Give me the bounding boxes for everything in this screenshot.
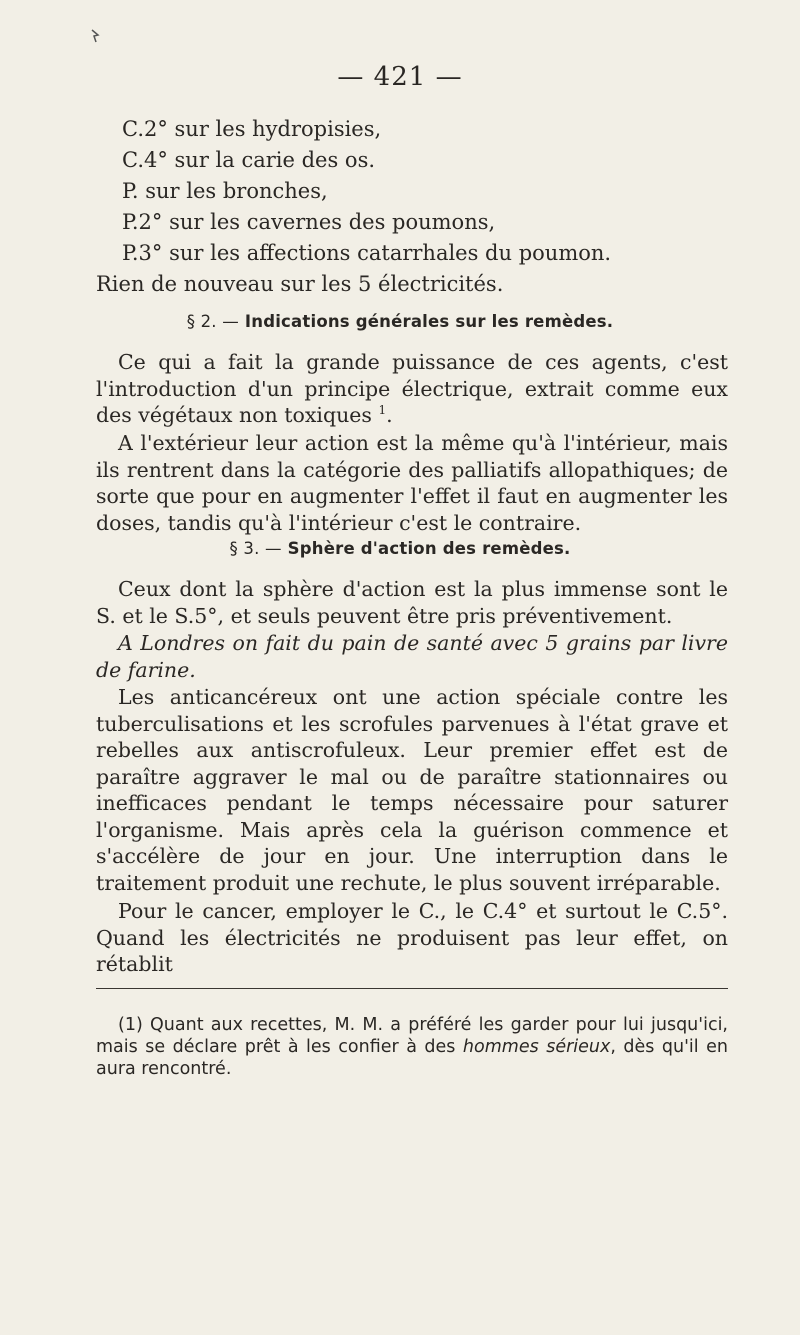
- electricity-list: [96, 114, 722, 300]
- list-item: P.3° sur les affections catarrhales du poumon.: [122, 241, 612, 265]
- section-2-heading: [0, 312, 800, 331]
- section-2-title: Indications générales sur les remèdes.: [244, 312, 614, 331]
- footnote-text: , dès qu'il en aura rencontré.: [96, 1037, 729, 1079]
- section-2-paragraph-2: A l'extérieur leur action est la même qu'à l'intérieur, mais ils rentrent dans la catégorie des palliatifs allopathiques; de sorte que pour en augmenter l'effet il faut en augmenter les doses, tandis qu'à l'intérieur c'est le contraire.: [96, 431, 728, 535]
- section-3-title: Sphère d'action des remèdes.: [287, 539, 571, 558]
- paragraph-text: .: [386, 403, 393, 427]
- footnote-divider: [96, 988, 728, 989]
- section-3-paragraph-2: A Londres on fait du pain de santé avec 5 grains par livre de farine.: [96, 631, 728, 682]
- list-item: P.2° sur les cavernes des poumons,: [122, 210, 496, 234]
- footnote-ref: 1: [378, 403, 387, 418]
- section-3-paragraph-3: Les anticancéreux ont une action spéciale contre les tuberculisations et les scrofules parvenues à l'état grave et rebelles aux antiscrofuleux. Leur premier effet est de paraître aggraver le mal ou de paraître stationnaires ou inefficaces pendant le temps nécessaire pour saturer l'organisme. Mais après cela la guérison commence et s'accélère de jour en jour. Une interruption dans le traitement produit une rechute, le plus souvent irréparable.: [96, 685, 728, 895]
- list-item: C.2° sur les hydropisies,: [122, 117, 382, 141]
- section-2-paragraph-1: [96, 349, 728, 429]
- section-2-number: § 2. —: [186, 312, 239, 331]
- rien-line: Rien de nouveau sur les 5 électricités.: [96, 272, 504, 296]
- page-number: — 421 —: [337, 62, 463, 92]
- list-item: C.4° sur la carie des os.: [122, 148, 376, 172]
- list-item: P. sur les bronches,: [122, 179, 328, 203]
- footnote: [96, 1014, 728, 1080]
- paragraph-text: Ce qui a fait la grande puissance de ces agents, c'est l'introduction d'un principe électrique, extrait comme eux des végétaux non toxiques: [96, 350, 728, 427]
- section-3-paragraph-1: Ceux dont la sphère d'action est la plus immense sont le S. et le S.5°, et seuls peuvent être pris préventivement.: [96, 577, 728, 628]
- corner-mark-icon: [90, 28, 100, 42]
- section-3-paragraph-4: Pour le cancer, employer le C., le C.4° et surtout le C.5°. Quand les électricités ne produisent pas leur effet, on rétablit: [96, 899, 728, 976]
- footnote-italic: hommes sérieux: [462, 1037, 611, 1057]
- footnote-text: (1) Quant aux recettes, M. M. a préféré les garder pour lui jusqu'ici, mais se déclare prêt à les confier à des: [96, 1015, 728, 1057]
- section-3-heading: [0, 539, 800, 558]
- section-3-number: § 3. —: [229, 539, 282, 558]
